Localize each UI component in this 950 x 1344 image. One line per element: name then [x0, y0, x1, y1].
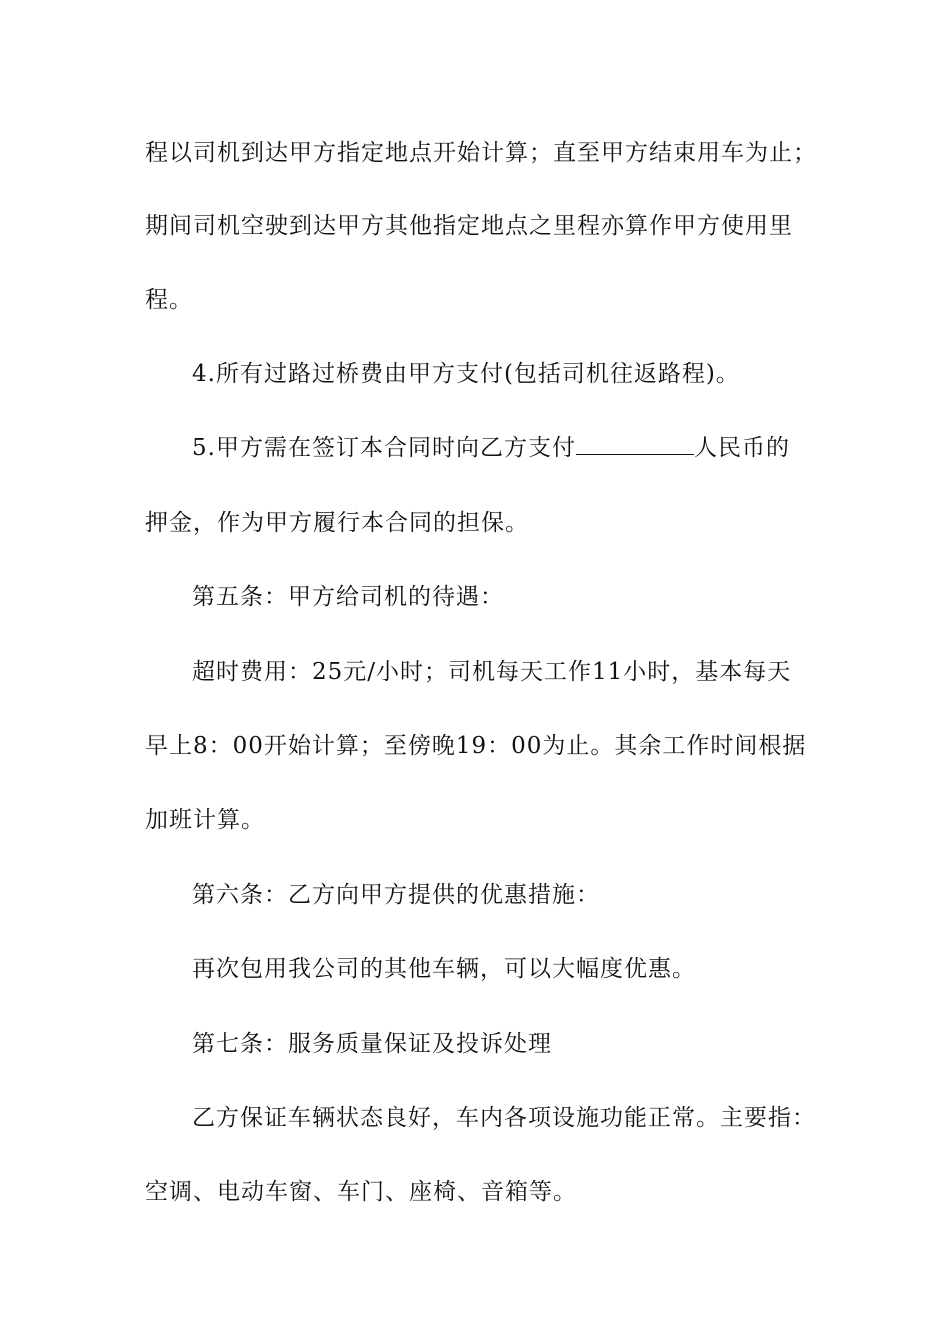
article-7-heading: 第七条：服务质量保证及投诉处理: [192, 1031, 552, 1057]
text-line-8: 超时费用：25元/小时；司机每天工作11小时，基本每天: [192, 659, 792, 685]
text-line-10: 加班计算。: [145, 807, 265, 833]
article-6-heading: 第六条：乙方向甲方提供的优惠措施：: [192, 882, 600, 908]
text-line-1: 程以司机到达甲方指定地点开始计算；直至甲方结束用车为止；: [145, 140, 817, 166]
clause-item-4: 4.所有过路过桥费由甲方支付(包括司机往返路程)。: [192, 361, 740, 387]
article-5-heading: 第五条：甲方给司机的待遇：: [192, 584, 504, 610]
text-line-9: 早上8：00开始计算；至傍晚19：00为止。其余工作时间根据: [145, 733, 807, 759]
text-line-12: 再次包用我公司的其他车辆，可以大幅度优惠。: [192, 956, 696, 982]
clause-item-5-text: 5.甲方需在签订本合同时向乙方支付: [192, 435, 576, 461]
clause-item-5: [192, 432, 790, 464]
deposit-amount-blank: [576, 436, 694, 455]
clause-item-5-suffix: 人民币的: [693, 435, 790, 461]
text-line-14: 乙方保证车辆状态良好，车内各项设施功能正常。主要指：: [192, 1105, 816, 1131]
text-line-15: 空调、电动车窗、车门、座椅、音箱等。: [145, 1179, 577, 1205]
text-line-6: 押金，作为甲方履行本合同的担保。: [145, 510, 529, 536]
text-line-3: 程。: [145, 287, 193, 313]
text-line-2: 期间司机空驶到达甲方其他指定地点之里程亦算作甲方使用里: [145, 213, 793, 239]
